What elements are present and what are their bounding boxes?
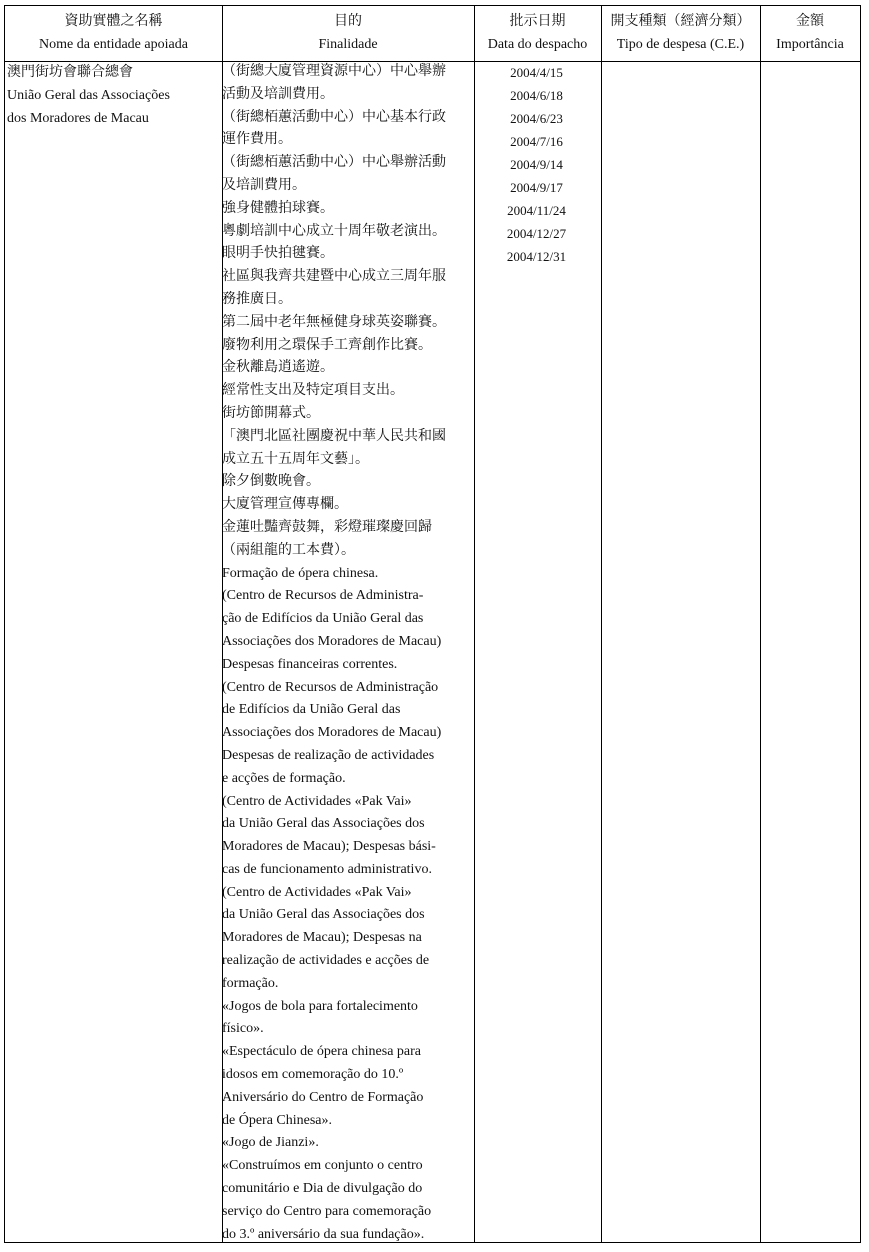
purpose-line: «Jogo de Jianzi». — [222, 1135, 319, 1151]
purpose-line: 運作費用。 — [222, 132, 292, 148]
purpose-line: 金秋離島逍遙遊。 — [222, 360, 334, 376]
column-divider — [601, 6, 602, 1242]
purpose-line: 務推廣日。 — [222, 291, 292, 307]
purpose-line: Aniversário do Centro de Formação — [222, 1089, 424, 1105]
purpose-line: 大廈管理宣傳專欄。 — [222, 497, 348, 513]
purpose-line: físico». — [222, 1021, 264, 1037]
header-entity-zh: 資助實體之名稱 — [64, 14, 163, 29]
purpose-line: 及培訓費用。 — [222, 177, 306, 193]
purpose-line: «Espectáculo de ópera chinesa para — [222, 1044, 422, 1060]
header-amount-pt: Importância — [776, 37, 844, 52]
purpose-cell — [222, 61, 472, 1246]
purpose-line: （街總大廈管理資源中心）中心舉辦 — [222, 64, 446, 79]
purpose-line: Despesas financeiras correntes. — [222, 656, 398, 672]
date-value: 2004/6/23 — [510, 111, 563, 126]
purpose-line: 街坊節開幕式。 — [222, 405, 320, 421]
purpose-line: formação. — [222, 975, 279, 991]
header-entity — [5, 6, 222, 61]
purpose-line: Associações dos Moradores de Macau) — [222, 633, 442, 649]
purpose-line: «Jogos de bola para fortalecimento — [222, 998, 418, 1014]
header-entity-pt: Nome da entidade apoiada — [39, 37, 188, 52]
purpose-line: serviço do Centro para comemoração — [222, 1203, 432, 1219]
date-value: 2004/12/27 — [506, 226, 567, 241]
date-value: 2004/12/31 — [506, 249, 567, 264]
purpose-line: 經常性支出及特定項目支出。 — [222, 383, 404, 399]
purpose-line: cas de funcionamento administrativo. — [222, 861, 432, 877]
date-value: 2004/9/17 — [510, 180, 563, 195]
purpose-line: e acções de formação. — [222, 770, 346, 786]
purpose-line: de Ópera Chinesa». — [222, 1112, 333, 1128]
header-date — [474, 6, 601, 61]
purpose-line: （街總栢蕙活動中心）中心基本行政 — [222, 109, 446, 125]
header-type-pt: Tipo de despesa (C.E.) — [616, 37, 745, 52]
purpose-line: ção de Edifícios da União Geral das — [222, 611, 424, 627]
purpose-line: comunitário e Dia de divulgação do — [222, 1181, 423, 1197]
date-value: 2004/4/15 — [510, 65, 563, 80]
purpose-line: Moradores de Macau); Despesas bási- — [222, 839, 436, 855]
header-date-zh: 批示日期 — [509, 14, 566, 29]
date-value: 2004/6/18 — [510, 88, 563, 103]
header-amount — [760, 6, 860, 61]
header-purpose — [222, 6, 474, 61]
header-date-pt: Data do despacho — [487, 37, 588, 52]
purpose-line: 強身健體拍球賽。 — [222, 200, 334, 216]
column-divider — [760, 6, 761, 1242]
purpose-line: Formação de ópera chinesa. — [222, 565, 379, 581]
entity-line: União Geral das Associações — [7, 88, 170, 103]
purpose-line: realização de actividades e acções de — [222, 953, 430, 969]
purpose-line: (Centro de Recursos de Administra- — [222, 588, 424, 604]
header-type-zh: 開支種類（經濟分類） — [610, 14, 751, 29]
purpose-line: (Centro de Recursos de Administração — [222, 679, 439, 695]
purpose-line: 粵劇培訓中心成立十周年敬老演出。 — [222, 223, 446, 239]
purpose-line: （街總栢蕙活動中心）中心舉辦活動 — [222, 155, 446, 171]
entity-line: 澳門街坊會聯合總會 — [7, 65, 133, 80]
purpose-line: 活動及培訓費用。 — [222, 86, 334, 102]
purpose-line: Associações dos Moradores de Macau) — [222, 725, 442, 741]
purpose-line: de Edifícios da União Geral das — [222, 702, 401, 718]
entity-cell — [7, 61, 212, 130]
purpose-line: (Centro de Actividades «Pak Vai» — [222, 793, 412, 809]
purpose-line: 除夕倒數晚會。 — [222, 474, 320, 490]
purpose-line: 成立五十五周年文藝」。 — [222, 451, 369, 467]
purpose-line: 第二屆中老年無極健身球英姿聯賽。 — [222, 314, 446, 330]
purpose-line: do 3.º aniversário da sua fundação». — [222, 1226, 425, 1242]
purpose-line: (Centro de Actividades «Pak Vai» — [222, 884, 412, 900]
header-purpose-zh: 目的 — [334, 14, 362, 29]
header-type — [601, 6, 760, 61]
entity-line: dos Moradores de Macau — [7, 111, 149, 126]
date-value: 2004/7/16 — [510, 134, 563, 149]
purpose-line: 金蓮吐豔齊鼓舞，彩燈璀璨慶回歸 — [222, 519, 432, 535]
purpose-line: Despesas de realização de actividades — [222, 747, 435, 763]
date-value: 2004/11/24 — [507, 203, 566, 218]
purpose-line: idosos em comemoração do 10.º — [222, 1067, 404, 1083]
purpose-line: Moradores de Macau); Despesas na — [222, 930, 422, 946]
date-cell — [472, 61, 601, 268]
purpose-line: 社區與我齊共建暨中心成立三周年服 — [222, 269, 446, 285]
purpose-line: 「澳門北區社團慶祝中華人民共和國 — [222, 428, 446, 444]
purpose-line: 廢物利用之環保手工齊創作比賽。 — [222, 337, 432, 353]
purpose-line: «Construímos em conjunto o centro — [222, 1158, 423, 1174]
purpose-line: （兩組龍的工本費）。 — [222, 542, 355, 558]
date-value: 2004/9/14 — [510, 157, 563, 172]
purpose-line: da União Geral das Associações dos — [222, 816, 425, 832]
header-purpose-pt: Finalidade — [318, 37, 378, 52]
purpose-line: da União Geral das Associações dos — [222, 907, 425, 923]
header-amount-zh: 金額 — [796, 14, 824, 29]
purpose-line: 眼明手快拍毽賽。 — [222, 246, 334, 262]
